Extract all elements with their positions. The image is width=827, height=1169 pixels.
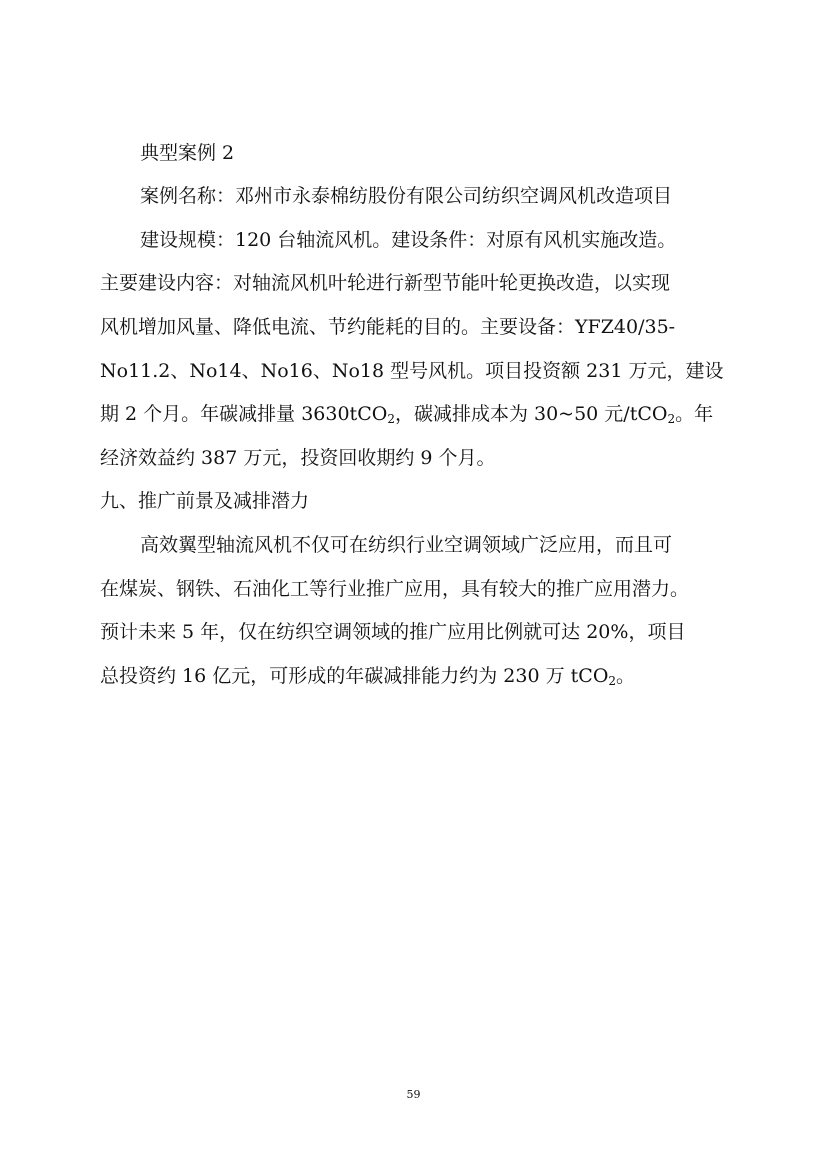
- prospect-line-4-part-b: 。: [616, 665, 636, 687]
- content-line-5: 经济效益约 387 万元，投资回收期约 9 个月。: [100, 447, 496, 469]
- content-line-4-part-c: 。年: [675, 403, 714, 425]
- build-scale: 建设规模：120 台轴流风机。建设条件：对原有风机实施改造。: [140, 229, 677, 251]
- content-line-4: [100, 402, 740, 426]
- case-heading: 典型案例 2: [140, 142, 235, 164]
- content-line-4-part-a: 期 2 个月。年碳减排量 3630tCO: [100, 403, 388, 425]
- prospect-line-4-part-a: 总投资约 16 亿元，可形成的年碳减排能力约为 230 万 tCO: [100, 665, 609, 687]
- case-name: 案例名称：邓州市永泰棉纺股份有限公司纺织空调风机改造项目: [140, 185, 673, 207]
- prospect-line-2: 在煤炭、钢铁、石油化工等行业推广应用，具有较大的推广应用潜力。: [100, 578, 690, 600]
- section-heading: 九、推广前景及减排潜力: [100, 490, 310, 512]
- content-line-1: 主要建设内容：对轴流风机叶轮进行新型节能叶轮更换改造，以实现: [100, 272, 671, 294]
- co2-subscript: 2: [608, 674, 617, 688]
- content-line-4-part-b: ，碳减排成本为 30~50 元/tCO: [394, 403, 668, 425]
- co2-subscript: 2: [387, 412, 395, 426]
- content-line-2: 风机增加风量、降低电流、节约能耗的目的。主要设备：YFZ40/35-: [100, 316, 676, 338]
- content-line-3: No11.2、No14、No16、No18 型号风机。项目投资额 231 万元，建设: [100, 360, 724, 382]
- prospect-line-4: [100, 664, 740, 688]
- prospect-line-3: 预计未来 5 年，仅在纺织空调领域的推广应用比例就可达 20%，项目: [100, 621, 686, 643]
- prospect-line-1: 高效翼型轴流风机不仅可在纺织行业空调领域广泛应用，而且可: [140, 534, 673, 556]
- page-number: 59: [406, 1088, 421, 1101]
- co2-subscript: 2: [667, 412, 676, 426]
